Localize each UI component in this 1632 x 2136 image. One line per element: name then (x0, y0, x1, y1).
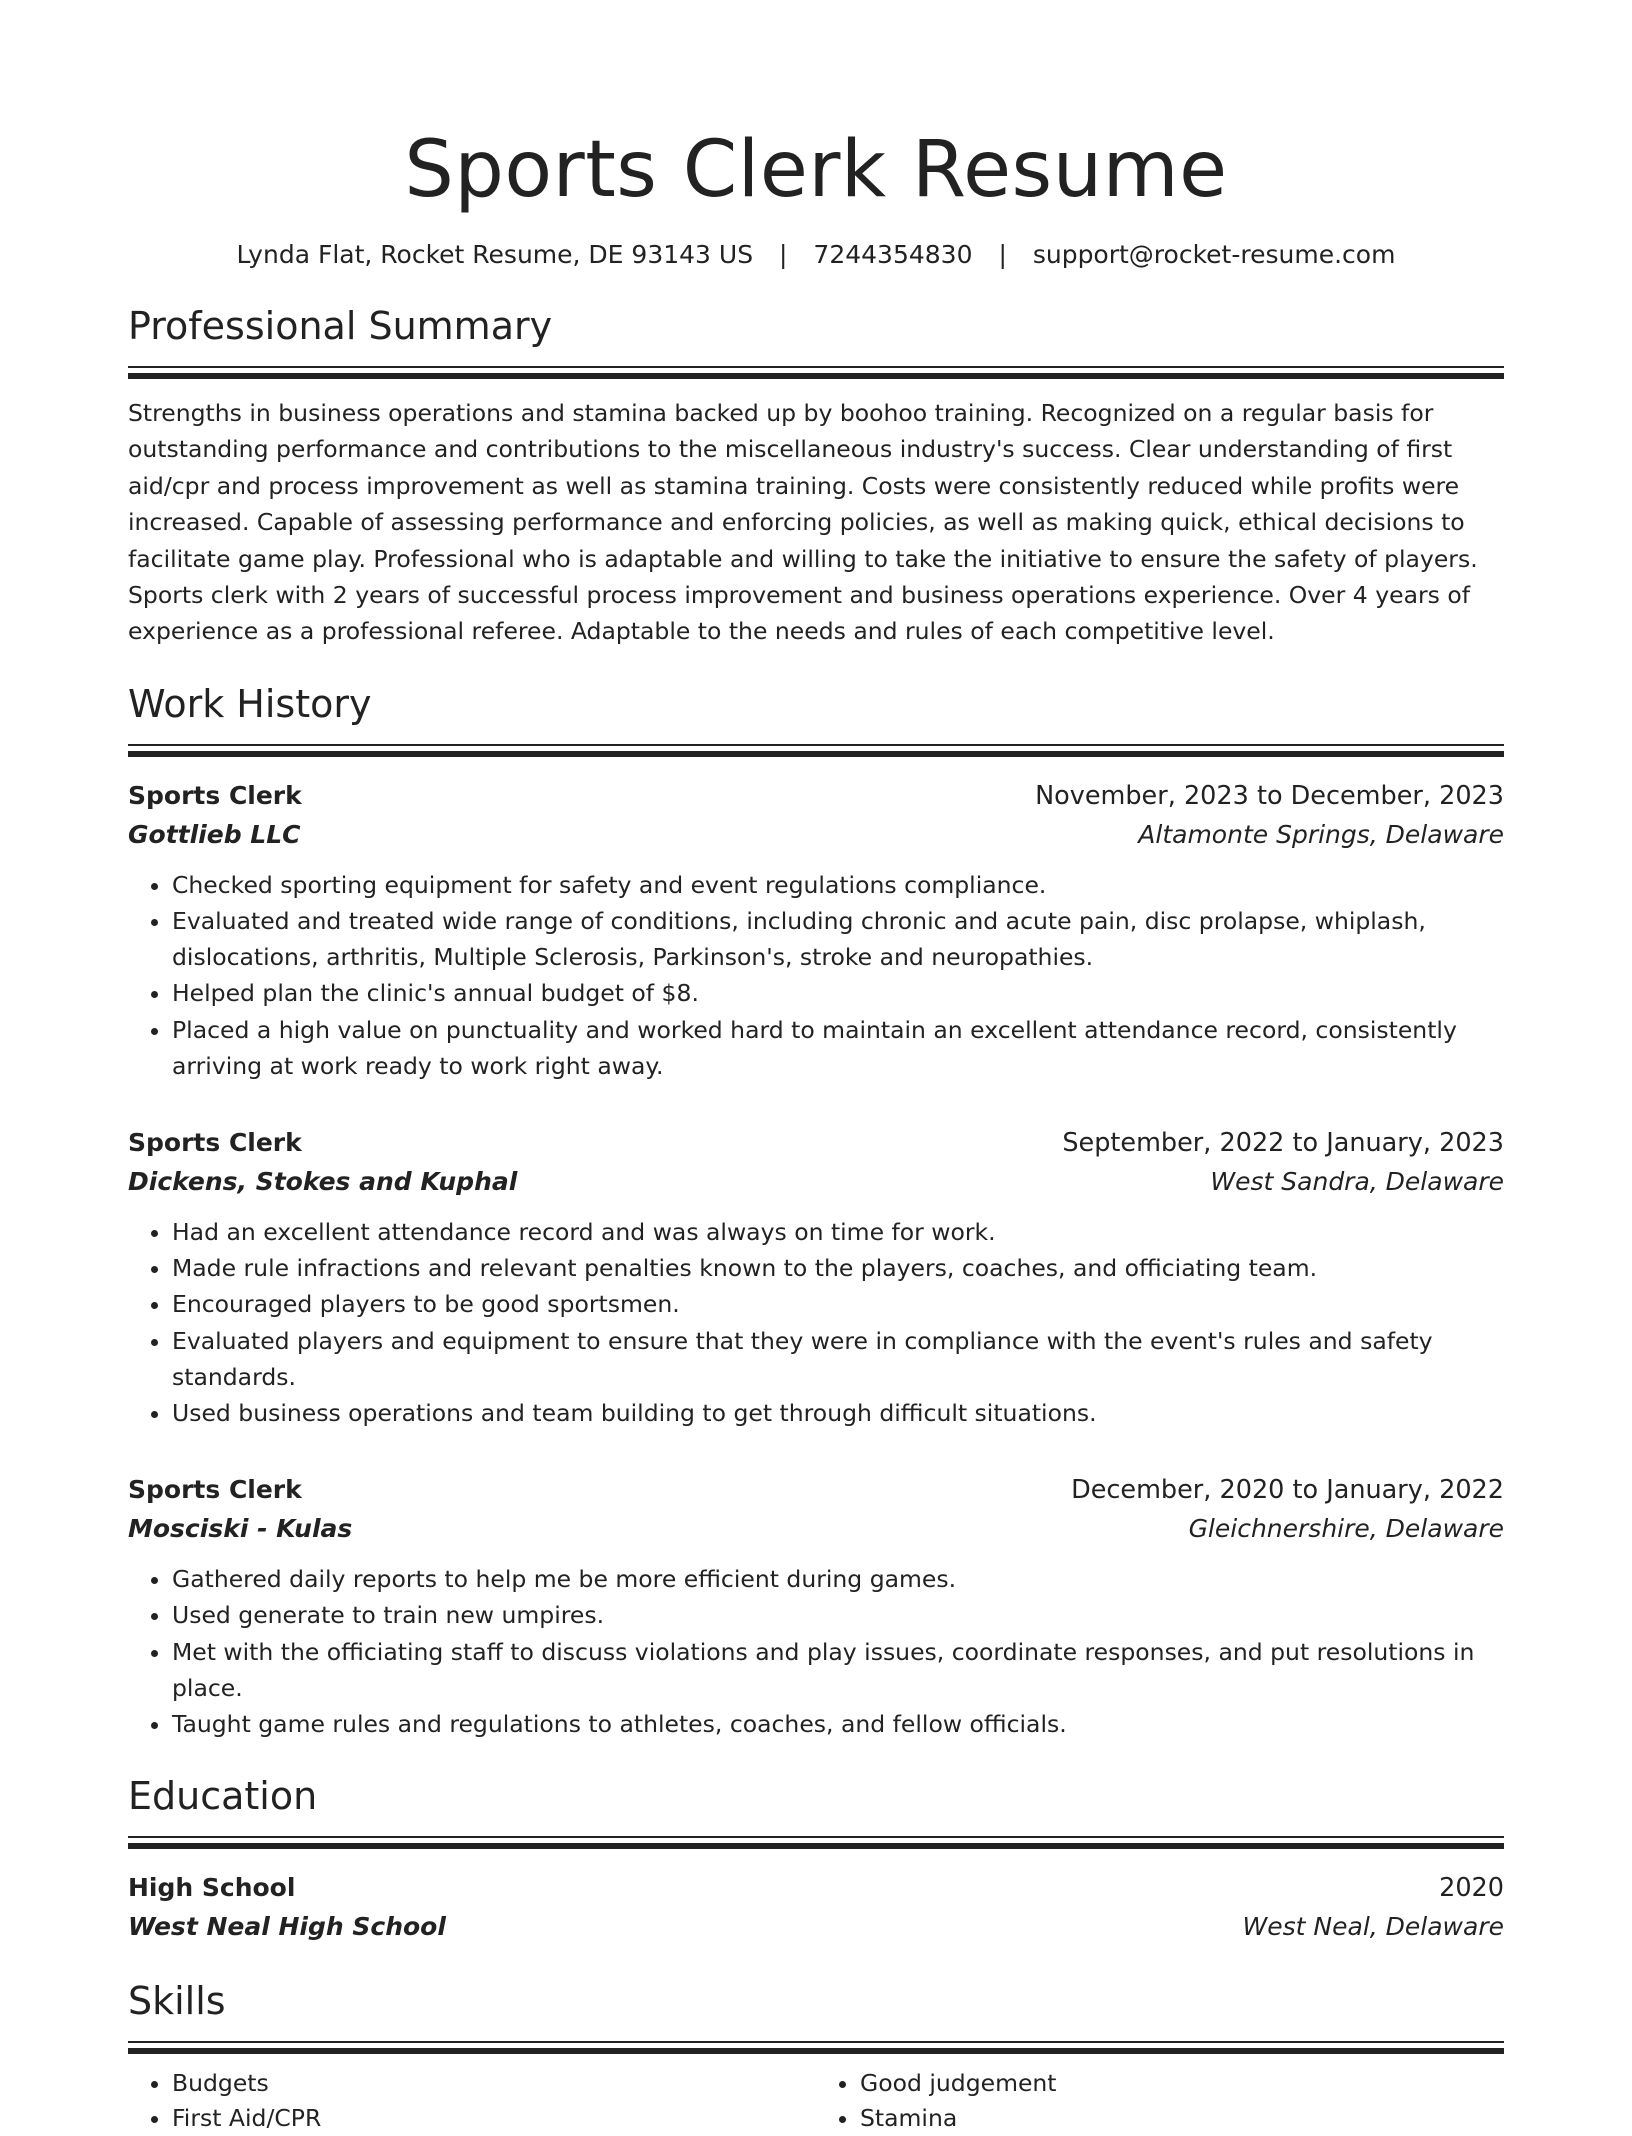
job-header-row (128, 1124, 1504, 1162)
skills-columns (128, 2066, 1504, 2136)
job-bullet: • Placed a high value on punctuality and worked hard to maintain an excellent attendance record, consistently arriving at work ready to work right away. (172, 1012, 1504, 1084)
job-bullet: • Helped plan the clinic's annual budget of $8. (172, 975, 1504, 1011)
job-entry (128, 1124, 1504, 1431)
contact-separator: | (998, 240, 1007, 269)
job-dates: September, 2022 to January, 2023 (1062, 1128, 1504, 1159)
job-company-row (128, 815, 1504, 855)
job-bullet: • Gathered daily reports to help me be more efficient during games. (172, 1561, 1504, 1597)
contact-phone: 7244354830 (813, 240, 973, 269)
section-rule-thin (128, 744, 1504, 746)
section-rule-thick (128, 751, 1504, 757)
job-bullet: • Had an excellent attendance record and was always on time for work. (172, 1214, 1504, 1250)
summary-section (128, 300, 1504, 650)
education-school: West Neal High School (128, 1912, 446, 1942)
resume-title: Sports Clerk Resume (404, 125, 1228, 215)
summary-heading: Professional Summary (128, 304, 553, 348)
education-degree: High School (128, 1873, 296, 1903)
education-section (128, 1770, 1504, 1947)
job-location: Altamonte Springs, Delaware (1138, 819, 1504, 849)
job-location: Gleichnershire, Delaware (1188, 1514, 1504, 1544)
education-heading: Education (128, 1774, 318, 1819)
section-rule-thin (128, 366, 1504, 368)
job-bullet: • Evaluated players and equipment to ensure that they were in compliance with the event's rules and safety standards. (172, 1323, 1504, 1395)
job-bullet: • Encouraged players to be good sportsmen. (172, 1286, 1504, 1322)
education-year: 2020 (1439, 1873, 1504, 1904)
job-company: Dickens, Stokes and Kuphal (128, 1167, 518, 1197)
job-bullets (128, 1214, 1504, 1431)
job-header-row (128, 777, 1504, 815)
job-bullet: • Made rule infractions and relevant penalties known to the players, coaches, and officiating team. (172, 1250, 1504, 1286)
job-bullet: • Checked sporting equipment for safety and event regulations compliance. (172, 867, 1504, 903)
job-bullets (128, 1561, 1504, 1742)
skills-column-right (816, 2066, 1504, 2136)
contact-email: support@rocket-resume.com (1032, 240, 1396, 269)
education-school-row (128, 1907, 1504, 1947)
job-bullet: • Used business operations and team building to get through difficult situations. (172, 1395, 1504, 1431)
job-bullet: • Met with the officiating staff to discuss violations and play issues, coordinate responses, and put resolutions in place. (172, 1634, 1504, 1706)
section-rule-thick (128, 1843, 1504, 1849)
job-company-row (128, 1162, 1504, 1202)
education-entry (128, 1869, 1504, 1947)
skills-heading: Skills (128, 1979, 226, 2024)
job-company: Mosciski - Kulas (128, 1514, 353, 1544)
job-bullet: • Used generate to train new umpires. (172, 1597, 1504, 1633)
job-entry (128, 777, 1504, 1084)
section-rule-thin (128, 2041, 1504, 2043)
skill-item: • First Aid/CPR (172, 2101, 816, 2136)
job-header-row (128, 1471, 1504, 1509)
contact-address: Lynda Flat, Rocket Resume, DE 93143 US (236, 240, 754, 269)
work-history-section (128, 678, 1504, 1742)
skill-item: • Good judgement (860, 2066, 1504, 2101)
section-rule-thick (128, 373, 1504, 379)
job-title: Sports Clerk (128, 780, 302, 810)
job-company: Gottlieb LLC (128, 819, 301, 849)
work-history-heading: Work History (128, 681, 372, 726)
job-dates: December, 2020 to January, 2022 (1071, 1475, 1504, 1506)
contact-separator: | (779, 240, 788, 269)
job-bullets (128, 867, 1504, 1084)
job-location: West Sandra, Delaware (1210, 1167, 1504, 1197)
job-company-row (128, 1509, 1504, 1549)
job-bullet: • Evaluated and treated wide range of conditions, including chronic and acute pain, disc prolapse, whiplash, dislocations, arthritis, Multiple Sclerosis, Parkinson's, stroke and neuropathies. (172, 903, 1504, 975)
job-dates: November, 2023 to December, 2023 (1035, 780, 1504, 811)
contact-line (128, 238, 1504, 272)
job-title: Sports Clerk (128, 1128, 302, 1158)
job-title: Sports Clerk (128, 1475, 302, 1505)
skills-column-left (128, 2066, 816, 2136)
skill-item: • Budgets (172, 2066, 816, 2101)
job-bullet: • Taught game rules and regulations to athletes, coaches, and fellow officials. (172, 1706, 1504, 1742)
education-location: West Neal, Delaware (1242, 1912, 1504, 1942)
section-rule-thick (128, 2048, 1504, 2054)
job-entry (128, 1471, 1504, 1742)
summary-text: Strengths in business operations and stamina backed up by boohoo training. Recognized on a regular basis for outstanding performance and contributions to the miscellaneous industry's success. Clear understanding of first aid/cpr and process improvement as well as stamina training. Costs were consistently reduced while profits were increased. Capable of assessing performance and enforcing policies, as well as making quick, ethical decisions to facilitate game play. Professional who is adaptable and willing to take the initiative to ensure the safety of players. Sports clerk with 2 years of successful process improvement and business operations experience. Over 4 years of experience as a professional referee. Adaptable to the needs and rules of each competitive level. (128, 399, 1478, 646)
education-header-row (128, 1869, 1504, 1907)
skill-item: • Stamina (860, 2101, 1504, 2136)
section-rule-thin (128, 1836, 1504, 1838)
